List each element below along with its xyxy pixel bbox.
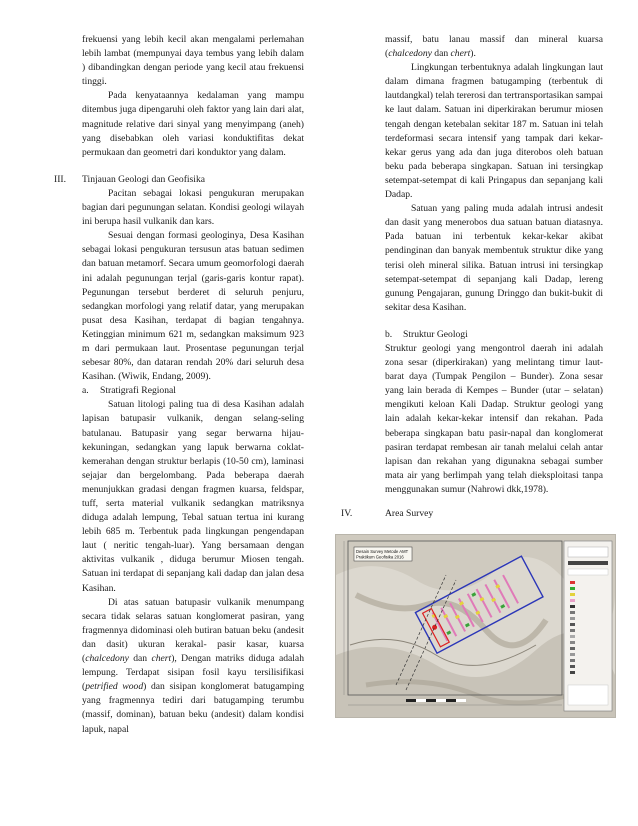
paragraph-sesuai: Sesuai dengan formasi geologinya, Desa Kasihan sebagai lokasi pengukuran tersusun atas batuan sedimen dan batuan metamorf. Secara umum geomorfologi daerah ini adalah pegunungan terjal (garis-garis kontur rapat). Pegunungan tersebut berderet di seluruh penjuru, sedangkan morfologi yang relatif datar, yang merupakan pusat desa Kasihan, terdapat di bagian tengahnya. Ketinggian minimum 621 m, sedangkan maksimum 923 m dari permukaan laut. Prosentase pegunungan terjal sebesar 80%, dan dataran rendah 20% dari seluruh desa Kasihan. (Wiwik, Endang, 2009). <box>82 230 304 383</box>
paragraph-kenyataan: Pada kenyataannya kedalaman yang mampu ditembus juga dipengaruhi oleh faktor yang lain dari alat, magnitude relative dari sinyal yang menyimpang (aneh) yang disebabkan oleh variasi konduktifitas dekat permukaan dan geometri dari konduktor yang dalam. <box>82 90 304 158</box>
legend-scale-bar <box>568 561 608 565</box>
left-column <box>54 33 304 737</box>
section-3-number: III. <box>54 173 66 185</box>
subsection-a-label: a. <box>82 385 89 397</box>
survey-area-map <box>335 534 616 718</box>
section-4-title: Area Survey <box>385 508 434 519</box>
paragraph-satuan-muda: Satuan yang paling muda adalah intrusi andesit dan dasit yang menerobos dua satuan batuan diatasnya. Pada batuan ini terbentuk kekar-kekar akibat pendinginan dan banyak membentuk struktur dike yang terisi oleh mineral silika. Batuan intrusi ini tersingkap setempat-setempat di sepanjang kali Dadap, lereng gunung Pengajaran, gunung Dringgo dan bukit-bukit di sekitar desa Kasihan. <box>385 203 603 313</box>
section-4-number: IV. <box>341 508 353 519</box>
subsection-a-heading <box>82 384 304 398</box>
paragraph-struktur: Struktur geologi yang mengontrol daerah ini adalah zona sesar (diperkirakan) yang melintang timur laut- barat daya (Tumpak Pengilon – Bunder). Zona sesar yang lain berada di Kempes – Bunder (utar – selatan) mengikuti keloan Kali Dadap. Struktur geologi yang lain adalah kekar-kekar intensif dan rekahan. Pada beberapa singkapan batu pasir-napal dan konglomerat pasiran terdapat rembesan air tanah melalui celah antar lapisan dan rekahan yang digunakna sebagai sumber mata air yang berlimpah yang telah dieksploitasi tanpa menggunakan sumur (Nahrowi dkk,1978). <box>385 342 603 495</box>
legend-footer-box <box>568 685 608 705</box>
paragraph-pacitan: Pacitan sebagai lokasi pengukuran merupakan bagian dari pegunungan selatan. Kondisi geologi wilayah ini berupa hasil vulkanik dan kars. <box>82 187 304 228</box>
paragraph-satuan-litologi: Satuan litologi paling tua di desa Kasihan adalah lapisan batupasir vulkanik, dengan selang-seling batulanau. Batupasir yang segar berwarna hijau-kekuningan, sedangkan yang lapuk berwarna coklat-kemerahan dengan struktur berlapis (10-50 cm), laminasi sejajar dan bergelombang. Pada beberapa daerah menunjukkan gradasi dengan fragmen kuarsa, feldspar, tuff, serta material vulkanik sedangkan matriksnya diduga adalah lempung, Tebal satuan tertua ini kurang lebih 685 m. Terbentuk pada lingkungan pengendapan laut ( neritic tengah-luar). Yang bersamaan dengan aktivitas vulkanik , diduga berumur Miosen tengah. Satuan ini terdapat di sepanjang kali dadap dan jalan desa Kasihan. <box>82 399 304 594</box>
map-title-line-1: Desain Survey Metode AMT <box>356 549 409 554</box>
section-3-heading <box>54 173 304 187</box>
paragraph-lingkungan: Lingkungan terbentuknya adalah lingkungan laut dalam dimana fragmen batugamping (terbentuk di lautdangkal) telah tererosi dan tertransportasikan sampai ke laut dalam. Satuan ini diperkirakan berumur miosen tengah dengan ketebalan sekitar 187 m. Satuan ini telah terdeformasi secara intensif yang tampak dari kekar-kekar gerus yang ada dan juga diterobos oleh batuan beku pada beberapa singkapan. Satuan ini tersingkap setempat-setempat di kali Pringapus dan sepanjang kali Dadap. <box>385 62 603 201</box>
right-column <box>341 33 603 521</box>
map-title-line-2: Praktikum Geofisika 2016 <box>356 554 404 560</box>
subsection-b-label: b. <box>385 328 393 340</box>
subsection-b-heading <box>385 328 603 342</box>
subsection-a-title: Stratigrafi Regional <box>100 385 176 397</box>
section-4-heading <box>341 507 603 521</box>
legend-block-1 <box>568 569 608 575</box>
subsection-b-title: Struktur Geologi <box>403 328 468 340</box>
section-3-title: Tinjauan Geologi dan Geofisika <box>82 173 206 185</box>
paragraph-intro: frekuensi yang lebih kecil akan mengalami perlemahan lebih lambat (mempunyai daya tembus yang lebih dalam ) dibandingkan dengan periode yang kecil atau frekuensi tinggi. <box>82 34 304 88</box>
survey-map-graphic <box>336 535 615 717</box>
paragraph-diatas: Di atas satuan batupasir vulkanik menumpang secara tidak selaras satuan konglomerat pasiran, yang fragmennya didominasi oleh butiran batuan beku (andesit dan dasit) ukuran kerakal- pasir kasar, kuarsa (chalcedony dan chert), Dengan matriks diduga adalah lempung. Terdapat sisipan fosil kayu tersilisifikasi (petrified wood) dan sisipan konglomerat batugamping yang fragmennya tediri dari batugamping terumbu (massif, dominan), batuan beku (andesit) dalam kondisi lapuk, napal <box>82 596 304 735</box>
legend-title-box <box>568 547 608 557</box>
paragraph-continued: massif, batu lanau massif dan mineral kuarsa (chalcedony dan chert). <box>385 34 603 60</box>
